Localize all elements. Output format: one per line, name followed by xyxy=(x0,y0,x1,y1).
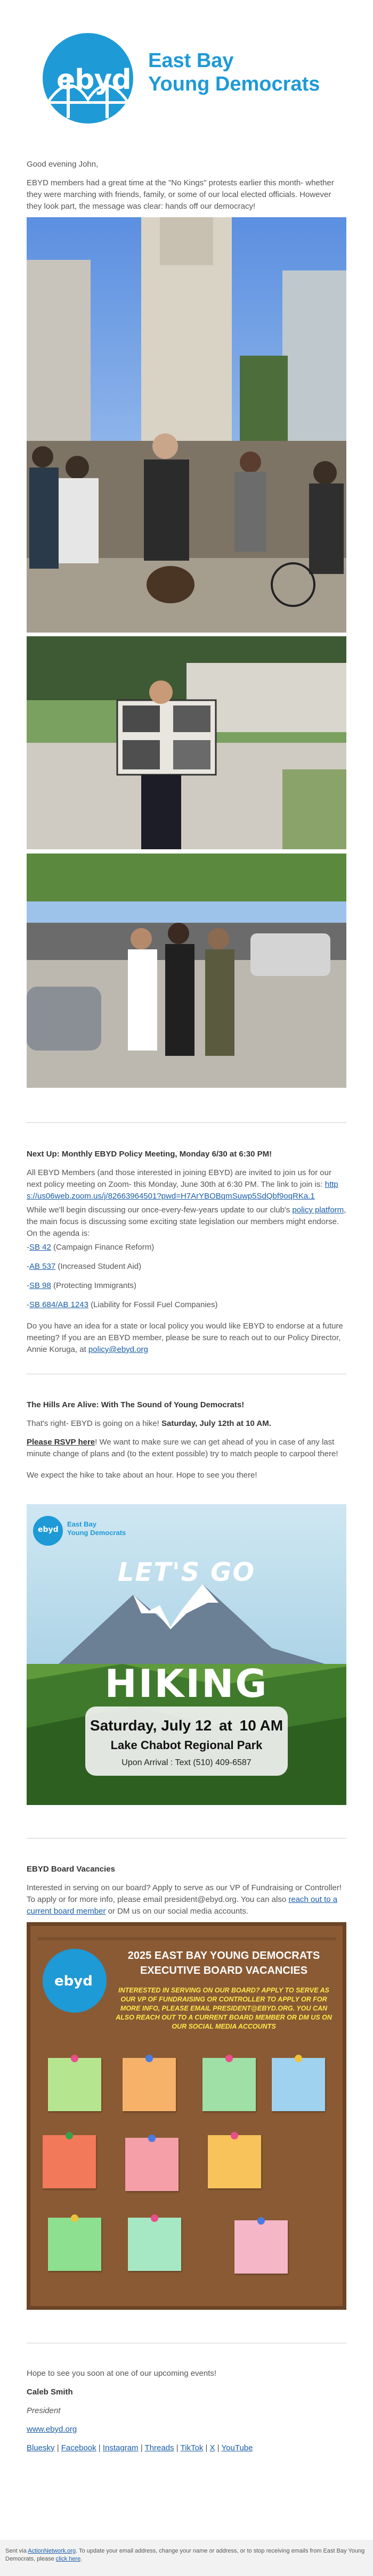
bill-link[interactable]: AB 537 xyxy=(29,1262,56,1271)
poster-lets-go: LET'S GO xyxy=(117,1557,256,1587)
poster-body: INTERESTED IN SERVING ON OUR BOARD? APPLY TO SERVE AS OUR VP OF FUNDRAISING OR CONTROLLER TO APPLY OR FOR MORE INFO, PLEASE EMAIL PRESIDENT@EBYD.ORG. YOU CAN ALSO REACH OUT TO A CURRENT BOARD MEMBER OR DM US ON OUR SOCIAL MEDIA ACCOUNTS xyxy=(116,1987,332,2030)
closing-hope: Hope to see you soon at one of our upcoming events! xyxy=(27,2369,217,2378)
sticky-note xyxy=(208,2135,261,2188)
tiktok-link[interactable]: TikTok xyxy=(180,2443,204,2452)
brand-name-line2: Young Democrats xyxy=(148,73,320,95)
sep: | xyxy=(138,2443,145,2452)
email-footer xyxy=(0,2540,373,2576)
poster-at: at xyxy=(218,1717,232,1734)
board-vacancies-poster xyxy=(27,1922,346,2310)
intro-paragraph: EBYD members had a great time at the "No Kings" protests earlier this month- whether they were marching with friends, family, or some of our local elected officials. However they look part, the message was clear: hands off our democracy! xyxy=(27,178,334,211)
sticky-note xyxy=(202,2058,256,2111)
social-links xyxy=(27,2442,346,2454)
bill-item: -SB 98 (Protecting Immigrants) xyxy=(27,1281,136,1290)
x-link[interactable]: X xyxy=(209,2443,215,2452)
poster-date-line xyxy=(85,1717,288,1734)
bill-desc: (Protecting Immigrants) xyxy=(51,1281,136,1290)
poster-brand-line2: Young Democrats xyxy=(67,1529,126,1537)
bill-item: -SB 42 (Campaign Finance Reform) xyxy=(27,1243,155,1252)
sticky-note xyxy=(125,2138,179,2191)
meeting-text-2b: , the main focus is discussing some exciting state legislation our members might endorse. On the agenda is: xyxy=(27,1205,346,1238)
ebyd-logo xyxy=(43,33,133,124)
brand-name xyxy=(148,49,320,96)
rsvp-link[interactable]: Please RSVP here xyxy=(27,1438,95,1447)
poster-logo-text: ebyd xyxy=(38,1525,59,1534)
sticky-note xyxy=(123,2058,176,2111)
board-text-2: or DM us on our social media accounts. xyxy=(106,1907,249,1916)
threads-link[interactable]: Threads xyxy=(144,2443,174,2452)
poster-title-2: EXECUTIVE BOARD VACANCIES xyxy=(140,1965,308,1976)
board-text-1: Interested in serving on our board? Apply to serve as our VP of Fundraising or Controller! To apply or for more info, please email president@ebyd.org. You can also xyxy=(27,1883,342,1904)
meeting-paragraph-1 xyxy=(27,1167,346,1202)
bill-list xyxy=(27,1242,346,1311)
bill-desc: (Campaign Finance Reform) xyxy=(51,1243,155,1252)
facebook-link[interactable]: Facebook xyxy=(61,2443,96,2452)
greeting: Good evening John, xyxy=(27,160,99,169)
website-link[interactable]: www.ebyd.org xyxy=(27,2425,77,2434)
poster-place: Lake Chabot Regional Park xyxy=(110,1738,263,1752)
meeting-text-1: All EBYD Members (and those interested in joining EBYD) are invited to join us for our next policy meeting on Zoom- this Monday, June 30th at 6:30 PM. The link to join is: xyxy=(27,1168,331,1189)
poster-date: Saturday, July 12 xyxy=(90,1717,212,1734)
bill-desc: (Increased Student Aid) xyxy=(55,1262,142,1271)
divider-3 xyxy=(27,1838,346,1839)
footer-text-a: Sent via xyxy=(5,2548,28,2554)
bill-desc: (Liability for Fossil Fuel Companies) xyxy=(88,1300,218,1309)
hike-paragraph-1 xyxy=(27,1418,346,1430)
sticky-note xyxy=(43,2135,96,2188)
policy-email-link[interactable]: policy@ebyd.org xyxy=(88,1345,148,1354)
signature-title: President xyxy=(27,2406,61,2415)
hike-paragraph-2 xyxy=(27,1437,346,1460)
meeting-paragraph-2 xyxy=(27,1204,346,1240)
board-member-link[interactable]: reach out to a current board member xyxy=(27,1895,338,1916)
bluesky-link[interactable]: Bluesky xyxy=(27,2443,55,2452)
footer-text-b: . To update your email address, change your name or address, or to stop receiving emails from East Bay Young Democrats, please xyxy=(5,2548,365,2562)
protest-photo-3 xyxy=(27,854,346,1088)
youtube-link[interactable]: YouTube xyxy=(221,2443,253,2452)
hike-date: Saturday, July 12th at 10 AM. xyxy=(161,1419,271,1428)
poster-time: 10 AM xyxy=(239,1717,283,1734)
hike-text-2: ! We want to make sure we can get ahead of you in case of any last minute change of plans and (to the extent possible) try to match people to carpool there! xyxy=(27,1438,338,1458)
protest-photo-2 xyxy=(27,636,346,849)
hike-paragraph-3: We expect the hike to take about an hour. Hope to see you there! xyxy=(27,1471,257,1480)
poster-hiking: HIKING xyxy=(104,1661,269,1706)
bill-link[interactable]: SB 684/AB 1243 xyxy=(29,1300,88,1309)
poster-title-1: 2025 EAST BAY YOUNG DEMOCRATS xyxy=(127,1950,320,1962)
meeting-text-3: Do you have an idea for a state or local policy you would like EBYD to endorse at a future meeting? If you are an EBYD member, please be sure to reach out to our Policy Director, Annie Koruga, at xyxy=(27,1322,343,1354)
instagram-link[interactable]: Instagram xyxy=(102,2443,139,2452)
hike-text-1: That's right- EBYD is going on a hike! xyxy=(27,1419,161,1428)
meeting-heading: Next Up: Monthly EBYD Policy Meeting, Monday 6/30 at 6:30 PM! xyxy=(27,1150,272,1159)
meeting-text-2a: While we'll begin discussing our once-every-few-years update to our club's xyxy=(27,1205,293,1215)
sep: | xyxy=(203,2443,210,2452)
board-heading: EBYD Board Vacancies xyxy=(27,1865,115,1874)
actionnetwork-link[interactable]: ActionNetwork.org xyxy=(28,2548,76,2554)
sep: | xyxy=(54,2443,61,2452)
sticky-note xyxy=(128,2218,181,2271)
policy-platform-link[interactable]: policy platform xyxy=(292,1205,344,1215)
bill-link[interactable]: SB 42 xyxy=(29,1243,51,1252)
sticky-note xyxy=(272,2058,325,2111)
sticky-note xyxy=(48,2058,101,2111)
sticky-note xyxy=(48,2218,101,2271)
logo-text: ebyd xyxy=(56,64,131,96)
poster-board-logo: ebyd xyxy=(54,1973,93,1989)
sep: | xyxy=(174,2443,181,2452)
sep: | xyxy=(215,2443,222,2452)
brand-name-line1: East Bay xyxy=(148,50,234,72)
meeting-paragraph-3 xyxy=(27,1320,346,1356)
signature-name: Caleb Smith xyxy=(27,2388,73,2397)
board-paragraph xyxy=(27,1882,346,1917)
protest-photo-1 xyxy=(27,217,346,633)
footer-text xyxy=(5,2547,368,2563)
poster-brand xyxy=(67,1520,126,1537)
footer-text-c: . xyxy=(80,2556,83,2562)
poster-arrival: Upon Arrival : Text (510) 409-6587 xyxy=(121,1758,252,1767)
hike-heading: The Hills Are Alive: With The Sound of Young Democrats! xyxy=(27,1400,245,1409)
unsubscribe-link[interactable]: click here xyxy=(55,2556,81,2562)
hiking-poster xyxy=(27,1504,346,1805)
zoom-link[interactable]: https://us06web.zoom.us/j/82663964501?pwd=H7ArYBOBqmSuwp5SdQbf9oqRKa.1 xyxy=(27,1180,338,1201)
sep: | xyxy=(96,2443,103,2452)
bill-item: -SB 684/AB 1243 (Liability for Fossil Fuel Companies) xyxy=(27,1300,218,1309)
sticky-note xyxy=(234,2220,288,2274)
poster-brand-line1: East Bay xyxy=(67,1520,96,1528)
bill-item: -AB 537 (Increased Student Aid) xyxy=(27,1262,142,1271)
divider-1 xyxy=(27,1122,346,1123)
bill-link[interactable]: SB 98 xyxy=(29,1281,51,1290)
